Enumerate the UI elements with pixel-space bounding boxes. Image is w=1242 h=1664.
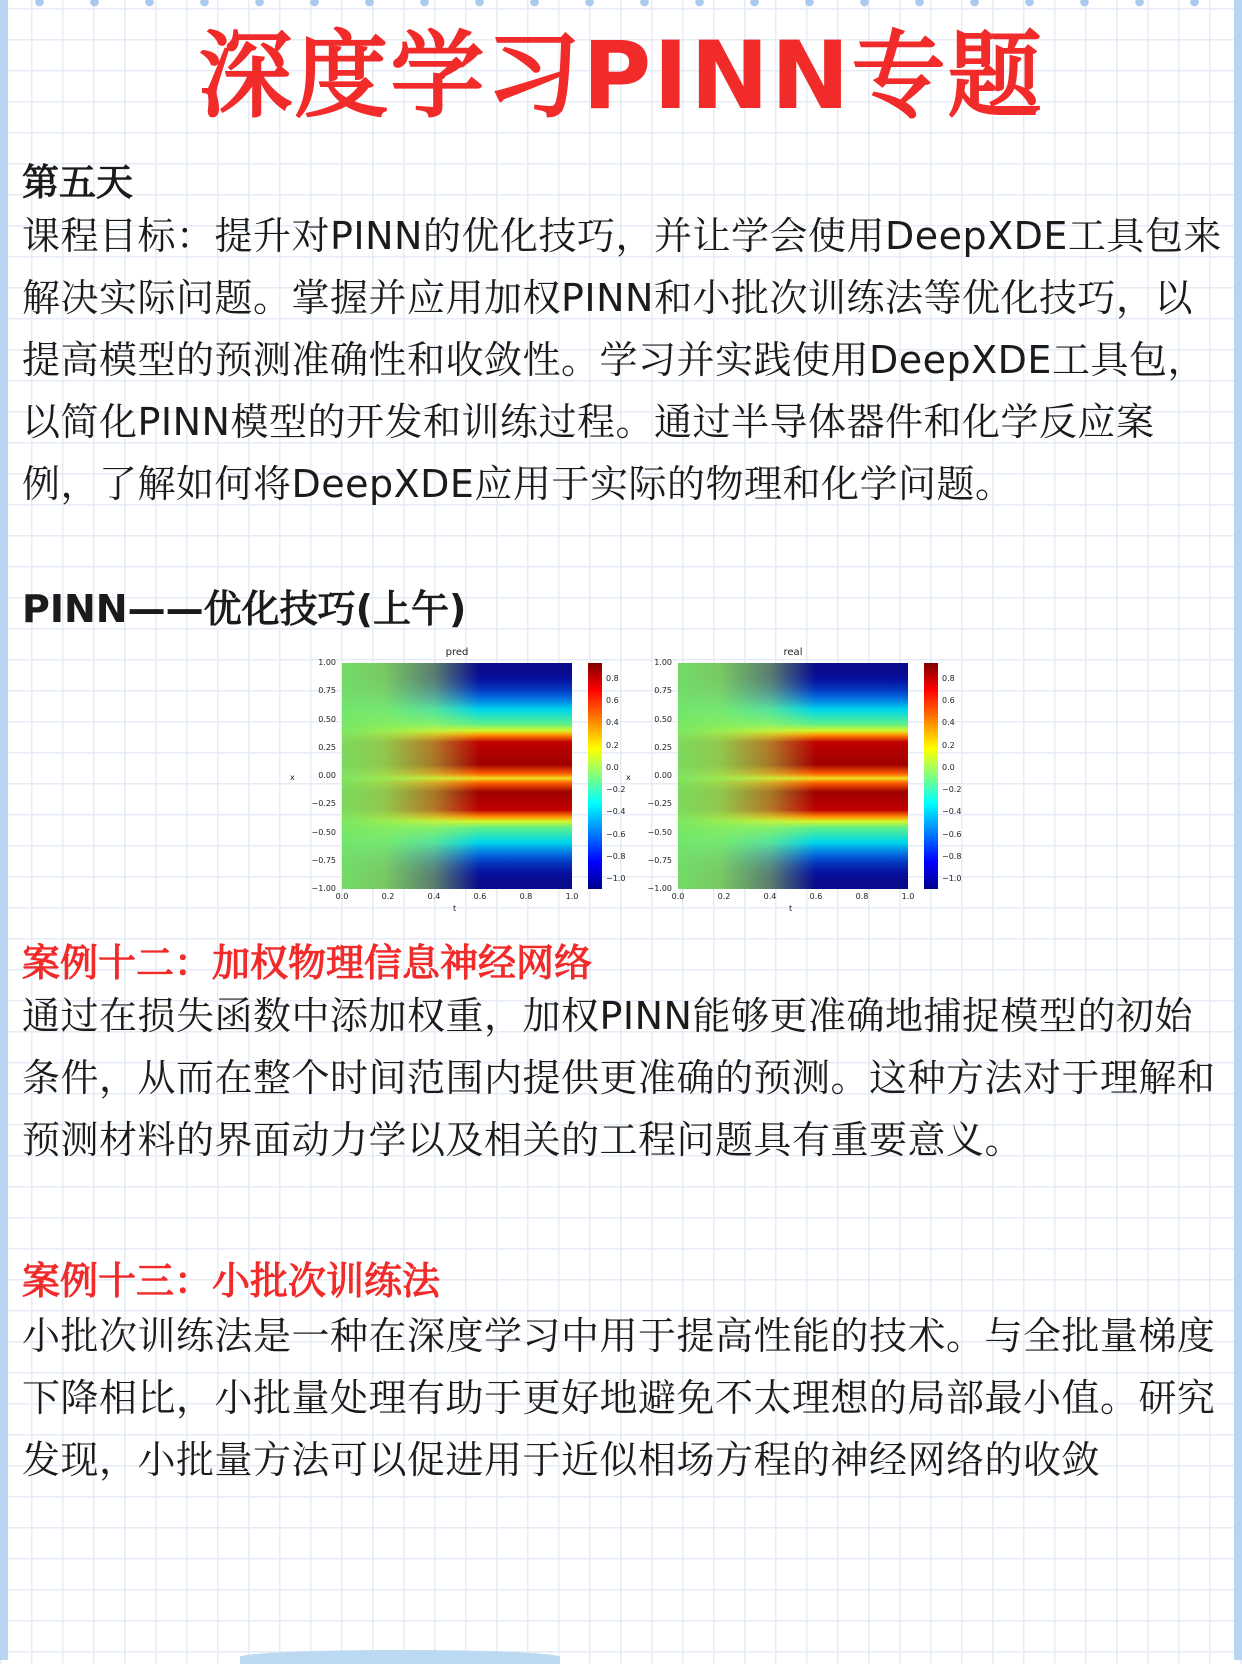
y-tick-label: −0.25 — [311, 799, 336, 809]
colorbar-tick-label: 0.8 — [942, 674, 955, 683]
colorbar-tick-label: −0.2 — [942, 785, 962, 795]
case13-text: 小批次训练法是一种在深度学习中用于提高性能的技术。与全批量梯度下降相比，小批量处理有助于更好地避免不太理想的局部最小值。研究发现，小批量方法可以促进用于近似相场方程的神经网络的收敛 — [22, 1314, 1216, 1482]
colorbar-tick-label: −0.6 — [606, 829, 626, 839]
y-tick-label: 0.25 — [654, 742, 672, 752]
y-tick-label: −0.75 — [311, 855, 336, 865]
y-tick-label: −0.50 — [647, 827, 672, 837]
case13-title: 案例十三：小批次训练法 — [22, 1259, 441, 1303]
colorbar-tick-label: −1.0 — [606, 874, 626, 883]
colorbar-tick-label: 0.2 — [606, 740, 619, 750]
y-tick-label: −0.75 — [647, 855, 672, 865]
y-tick-label: 1.00 — [654, 658, 672, 667]
colorbar-tick-label: −0.6 — [942, 829, 962, 839]
colorbar-tick-label: 0.8 — [606, 674, 619, 683]
x-tick-label: 0.8 — [519, 892, 533, 901]
y-tick-label: −1.00 — [647, 884, 672, 893]
colorbar-tick-label: 0.0 — [942, 762, 955, 772]
case12-text: 通过在损失函数中添加权重，加权PINN能够更准确地捕捉模型的初始条件，从而在整个时间范围内提供更准确的预测。这种方法对于理解和预测材料的界面动力学以及相关的工程问题具有重要意义。 — [22, 994, 1216, 1162]
colorbar-tick-label: −0.4 — [942, 807, 962, 817]
x-tick-label: 0.0 — [671, 892, 685, 901]
y-tick-label: 0.75 — [654, 686, 672, 696]
y-tick-label: 0.00 — [318, 771, 336, 780]
colorbar-tick-label: 0.0 — [606, 762, 619, 772]
colorbar-tick-label: −0.2 — [606, 785, 626, 795]
y-tick-label: −1.00 — [311, 884, 336, 893]
y-tick-label: 0.25 — [318, 742, 336, 752]
colorbar-tick-label: −0.8 — [606, 851, 626, 861]
y-tick-label: −0.50 — [311, 827, 336, 837]
real-heatmap — [678, 663, 908, 889]
section-heading: PINN——优化技巧(上午) — [22, 587, 467, 631]
x-tick-label: 0.2 — [717, 892, 731, 901]
y-tick-label: 1.00 — [318, 658, 336, 667]
colorbar-tick-label: 0.4 — [606, 718, 619, 728]
x-tick-label: 0.6 — [809, 892, 823, 901]
page-title: 深度学习PINN专题 — [198, 22, 1044, 131]
colorbar-tick-label: 0.4 — [942, 718, 955, 728]
heatmap-figure — [0, 645, 1242, 915]
x-tick-label: 0.4 — [763, 892, 777, 901]
colorbar-tick-label: 0.2 — [942, 740, 955, 750]
pred-plot-title: pred — [445, 647, 469, 658]
y-tick-label: 0.50 — [318, 714, 336, 724]
pred-xlabel: t — [453, 904, 457, 913]
pred-ylabel: x — [290, 773, 295, 782]
x-tick-label: 0.6 — [473, 892, 487, 901]
colorbar-tick-label: 0.6 — [942, 696, 955, 706]
colorbar-tick-label: −0.8 — [942, 851, 962, 861]
x-tick-label: 0.0 — [335, 892, 349, 901]
y-tick-label: 0.00 — [654, 771, 672, 780]
x-tick-label: 0.4 — [427, 892, 441, 901]
x-tick-label: 1.0 — [901, 892, 915, 901]
y-tick-label: 0.50 — [654, 714, 672, 724]
real-colorbar — [924, 663, 938, 889]
real-xlabel: t — [789, 904, 793, 913]
colorbar-tick-label: −0.4 — [606, 807, 626, 817]
pred-colorbar — [588, 663, 602, 889]
real-ylabel: x — [626, 773, 631, 782]
top-decoration — [0, 0, 1242, 9]
colorbar-tick-label: 0.6 — [606, 696, 619, 706]
case12-title: 案例十二：加权物理信息神经网络 — [22, 941, 593, 985]
real-plot-title: real — [783, 647, 803, 658]
x-tick-label: 0.8 — [855, 892, 869, 901]
course-goal-text: 课程目标：提升对PINN的优化技巧，并让学会使用DeepXDE工具包来解决实际问题。掌握并应用加权PINN和小批次训练法等优化技巧，以提高模型的预测准确性和收敛性。学习并实践使用DeepXDE工具包，以简化PINN模型的开发和训练过程。通过半导体器件和化学反应案例，了解如何将DeepXDE应用于实际的物理和化学问题。 — [22, 214, 1222, 506]
x-tick-label: 0.2 — [381, 892, 395, 901]
y-tick-label: 0.75 — [318, 686, 336, 696]
pred-heatmap — [342, 663, 572, 889]
colorbar-tick-label: −1.0 — [942, 874, 962, 883]
real-panel — [626, 645, 1036, 915]
x-tick-label: 1.0 — [565, 892, 579, 901]
y-tick-label: −0.25 — [647, 799, 672, 809]
day-heading: 第五天 — [22, 161, 133, 204]
bottom-decoration — [240, 1650, 560, 1664]
